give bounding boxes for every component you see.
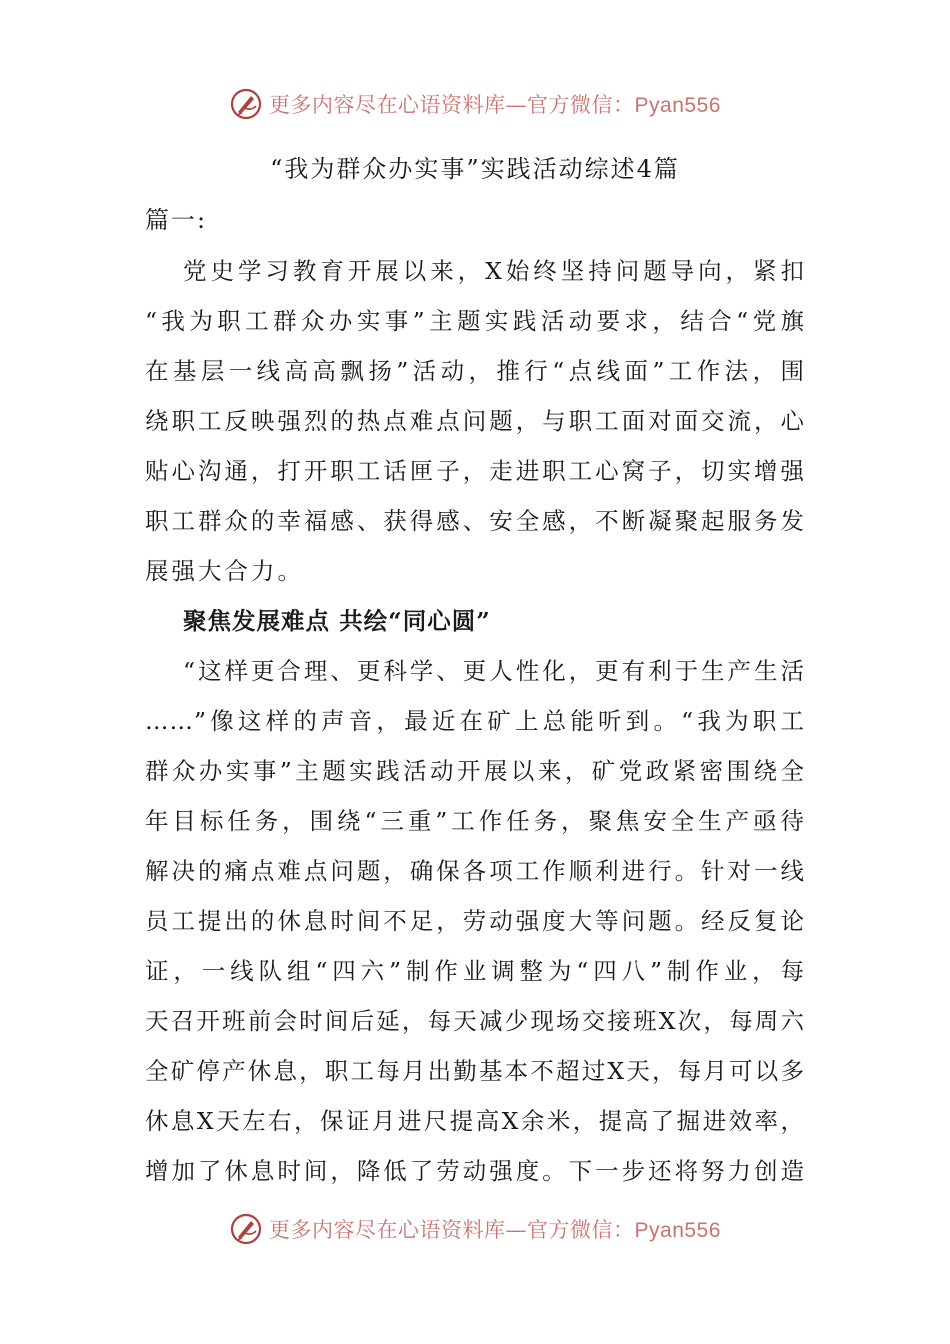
paragraph-line: 群众办实事”主题实践活动开展以来，矿党政紧密围绕全: [145, 757, 805, 785]
document-title: “我为群众办实事”实践活动综述4篇: [270, 155, 680, 183]
paragraph-line: 绕职工反映强烈的热点难点问题，与职工面对面交流，心: [145, 407, 805, 435]
paragraph-line: “这样更合理、更科学、更人性化，更有利于生产生活: [183, 657, 805, 685]
paragraph-2: [145, 646, 805, 1196]
pen-seal-icon: [229, 1212, 263, 1246]
watermark-banner-top: [0, 84, 950, 124]
section-label: 篇一:: [145, 206, 208, 234]
paragraph-line: 年目标任务，围绕“三重”工作任务，聚焦安全生产亟待: [145, 807, 805, 835]
paragraph-line: 全矿停产休息，职工每月出勤基本不超过X天，每月可以多: [145, 1057, 805, 1085]
paragraph-line: 解决的痛点难点问题，确保各项工作顺利进行。针对一线: [145, 857, 805, 885]
paragraph-line: 休息X天左右，保证月进尺提高X余米，提高了掘进效率，: [145, 1107, 805, 1135]
paragraph-line: 贴心沟通，打开职工话匣子，走进职工心窝子，切实增强: [145, 457, 805, 485]
pen-seal-icon: [229, 87, 263, 121]
paragraph-line: 职工群众的幸福感、获得感、安全感，不断凝聚起服务发: [145, 507, 805, 535]
paragraph-line: 党史学习教育开展以来，X始终坚持问题导向，紧扣: [183, 257, 805, 285]
watermark-banner-bottom: [0, 1209, 950, 1249]
paragraph-line: 员工提出的休息时间不足，劳动强度大等问题。经反复论: [145, 907, 805, 935]
watermark-text: 更多内容尽在心语资料库—官方微信：Pyan556: [269, 93, 721, 117]
paragraph-line: 展强大合力。: [145, 557, 304, 585]
section-heading: 聚焦发展难点 共绘“同心圆”: [183, 607, 491, 635]
paragraph-line: 证，一线队组“四六”制作业调整为“四八”制作业，每: [145, 957, 805, 985]
watermark-text: 更多内容尽在心语资料库—官方微信：Pyan556: [269, 1218, 721, 1242]
paragraph-line: 在基层一线高高飘扬”活动，推行“点线面”工作法，围: [145, 357, 805, 385]
paragraph-1: [145, 246, 805, 596]
paragraph-line: 天召开班前会时间后延，每天减少现场交接班X次，每周六: [145, 1007, 805, 1035]
paragraph-line: ……”像这样的声音，最近在矿上总能听到。“我为职工: [145, 707, 805, 735]
document-body: [145, 246, 805, 1196]
paragraph-line: “我为职工群众办实事”主题实践活动要求，结合“党旗: [145, 307, 805, 335]
paragraph-line: 增加了休息时间，降低了劳动强度。下一步还将努力创造: [145, 1157, 805, 1185]
